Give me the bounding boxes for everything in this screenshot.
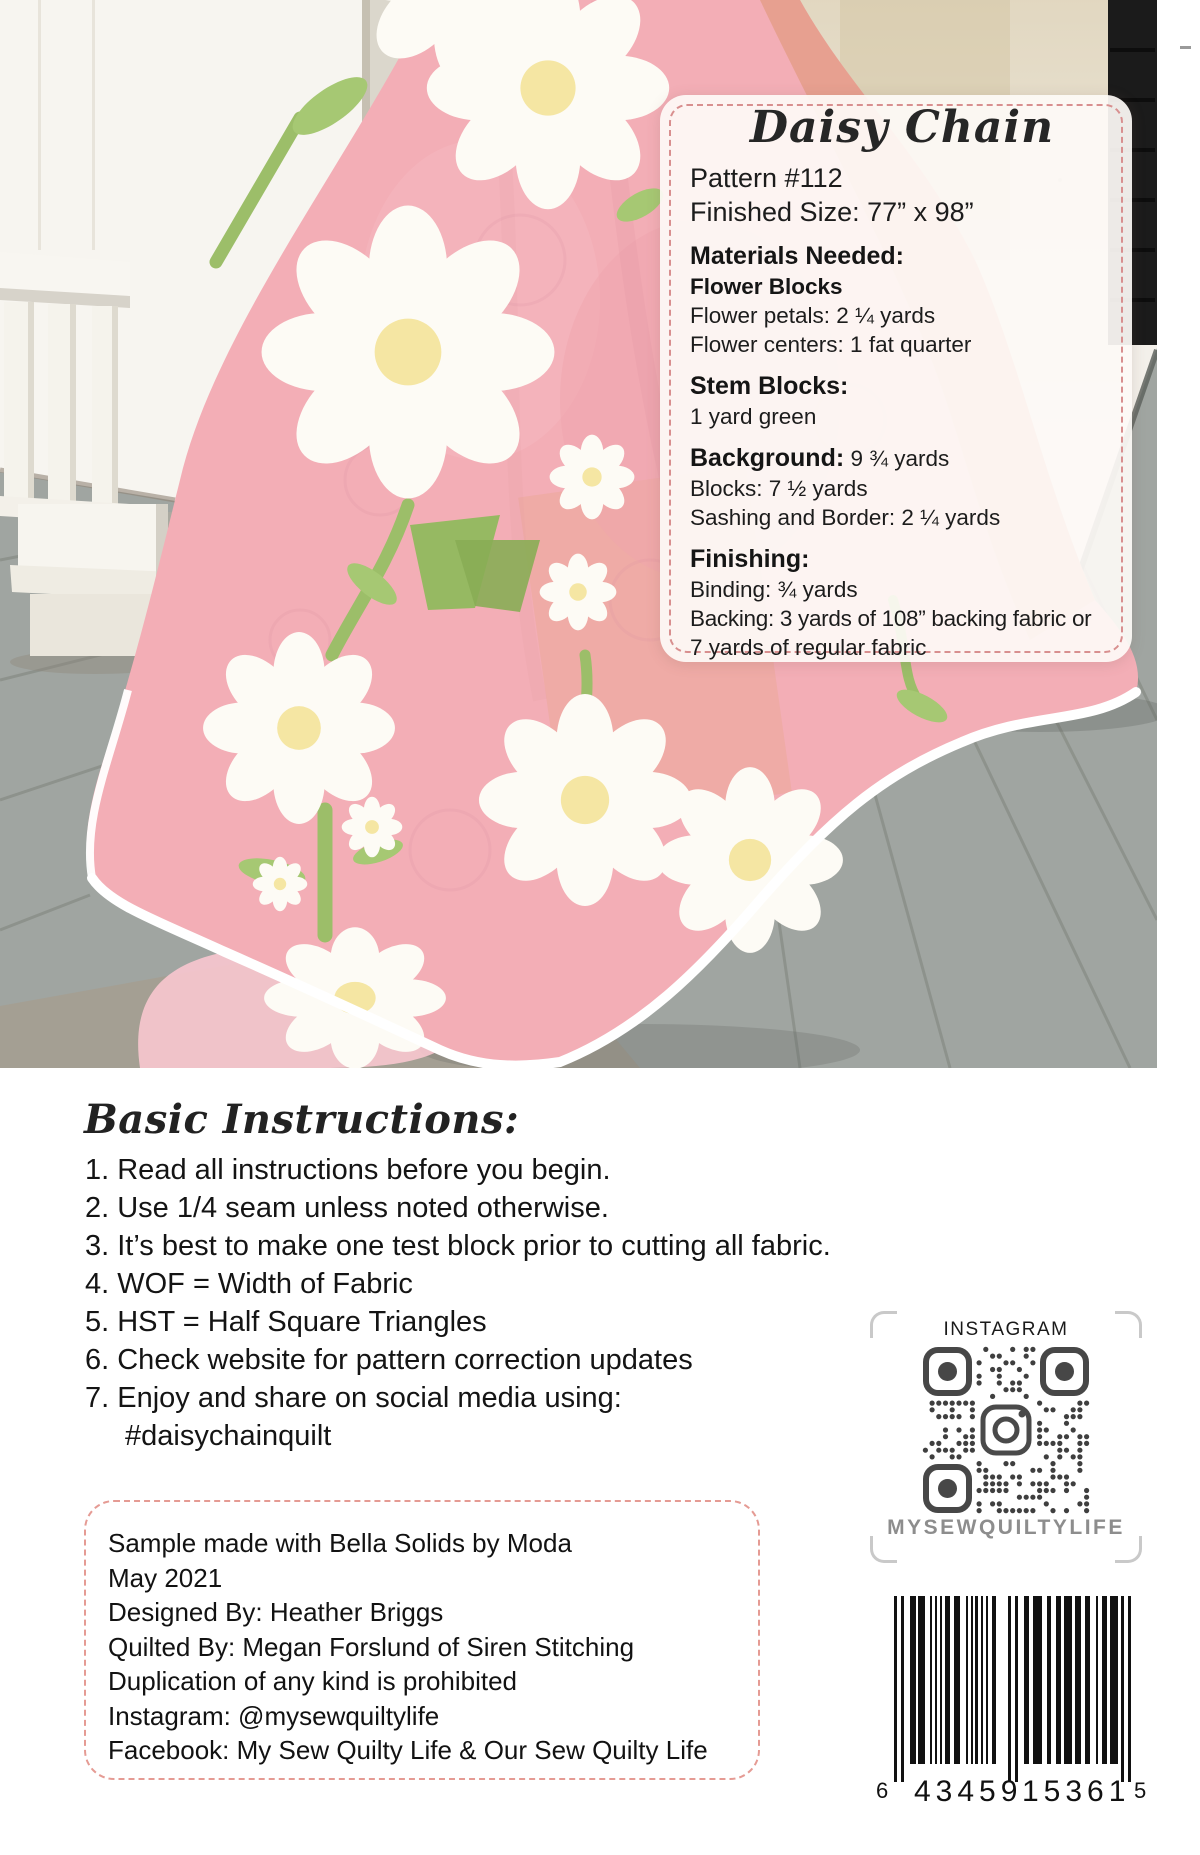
instruction-item: 2. Use 1/4 seam unless noted otherwise.: [85, 1192, 609, 1224]
backing-line-2: 7 yards of regular fabric: [690, 635, 927, 660]
instagram-qr-code: [922, 1346, 1090, 1514]
upc-barcode-art: [872, 1592, 1150, 1806]
instagram-label: INSTAGRAM: [943, 1319, 1069, 1340]
corner-dash-mark: [1180, 46, 1191, 49]
basic-instructions-heading: Basic Instructions:: [84, 1096, 520, 1143]
credit-line: Duplication of any kind is prohibited: [108, 1666, 518, 1696]
credit-line: Sample made with Bella Solids by Moda: [108, 1528, 572, 1558]
credit-line: May 2021: [108, 1562, 223, 1593]
materials-heading: Materials Needed:: [690, 242, 904, 270]
instruction-item: 7. Enjoy and share on social media using:: [85, 1382, 622, 1414]
barcode-group-1: 43459: [914, 1775, 1023, 1806]
flower-petals-line: Flower petals: 2 ¼ yards: [690, 303, 936, 328]
card-corner-mark: [1115, 1536, 1142, 1563]
credits-box: [84, 1500, 760, 1780]
background-section: [690, 443, 1114, 532]
pattern-info-box: [660, 95, 1132, 662]
barcode-digit-left: 6: [876, 1778, 889, 1803]
flower-centers-line: Flower centers: 1 fat quarter: [690, 332, 972, 357]
instruction-item: 6. Check website for pattern correction updates: [85, 1344, 693, 1376]
credit-line: Instagram: @mysewquiltylife: [108, 1700, 440, 1731]
background-line: [690, 443, 1114, 474]
background-label: Background:: [690, 444, 845, 472]
blocks-line: Blocks: 7 ½ yards: [690, 476, 868, 501]
instruction-item: 4. WOF = Width of Fabric: [85, 1268, 413, 1300]
stem-blocks-heading: Stem Blocks:: [690, 372, 849, 400]
stem-blocks-section: [690, 371, 1114, 431]
finishing-section: [690, 544, 1114, 662]
instagram-card: [868, 1305, 1144, 1565]
stem-yardage-line: 1 yard green: [690, 404, 817, 429]
instructions-list: [85, 1151, 831, 1455]
card-corner-mark: [870, 1311, 897, 1338]
card-corner-mark: [870, 1536, 897, 1563]
instruction-item: 5. HST = Half Square Triangles: [85, 1306, 487, 1338]
credit-line: Designed By: Heather Briggs: [108, 1597, 444, 1627]
background-value: 9 ¾ yards: [844, 446, 950, 471]
credit-line: Facebook: My Sew Quilty Life & Our Sew Quilty Life: [108, 1735, 708, 1765]
instagram-handle: MYSEWQUILTYLIFE: [887, 1516, 1125, 1539]
credit-line: Quilted By: Megan Forslund of Siren Stitching: [108, 1631, 635, 1662]
sashing-line: Sashing and Border: 2 ¼ yards: [690, 505, 1001, 530]
finished-size: Finished Size: 77” x 98”: [690, 197, 974, 227]
barcode-group-2: 15361: [1022, 1775, 1131, 1806]
instruction-item: 1. Read all instructions before you begin.: [85, 1154, 611, 1186]
upc-barcode: [872, 1592, 1150, 1806]
binding-line: Binding: ¾ yards: [690, 577, 858, 602]
backing-line-1: Backing: 3 yards of 108” backing fabric or: [690, 606, 1092, 631]
pattern-title: Daisy Chain: [749, 102, 1055, 153]
instruction-item: 3. It’s best to make one test block prior to cutting all fabric.: [85, 1230, 831, 1262]
finishing-heading: Finishing:: [690, 545, 810, 573]
flower-blocks-heading: Flower Blocks: [690, 274, 843, 299]
materials-section: [690, 241, 1114, 359]
card-corner-mark: [1115, 1311, 1142, 1338]
instruction-hashtag: #daisychainquilt: [125, 1420, 332, 1452]
pattern-number: Pattern #112: [690, 163, 843, 193]
barcode-digit-right: 5: [1134, 1778, 1147, 1803]
